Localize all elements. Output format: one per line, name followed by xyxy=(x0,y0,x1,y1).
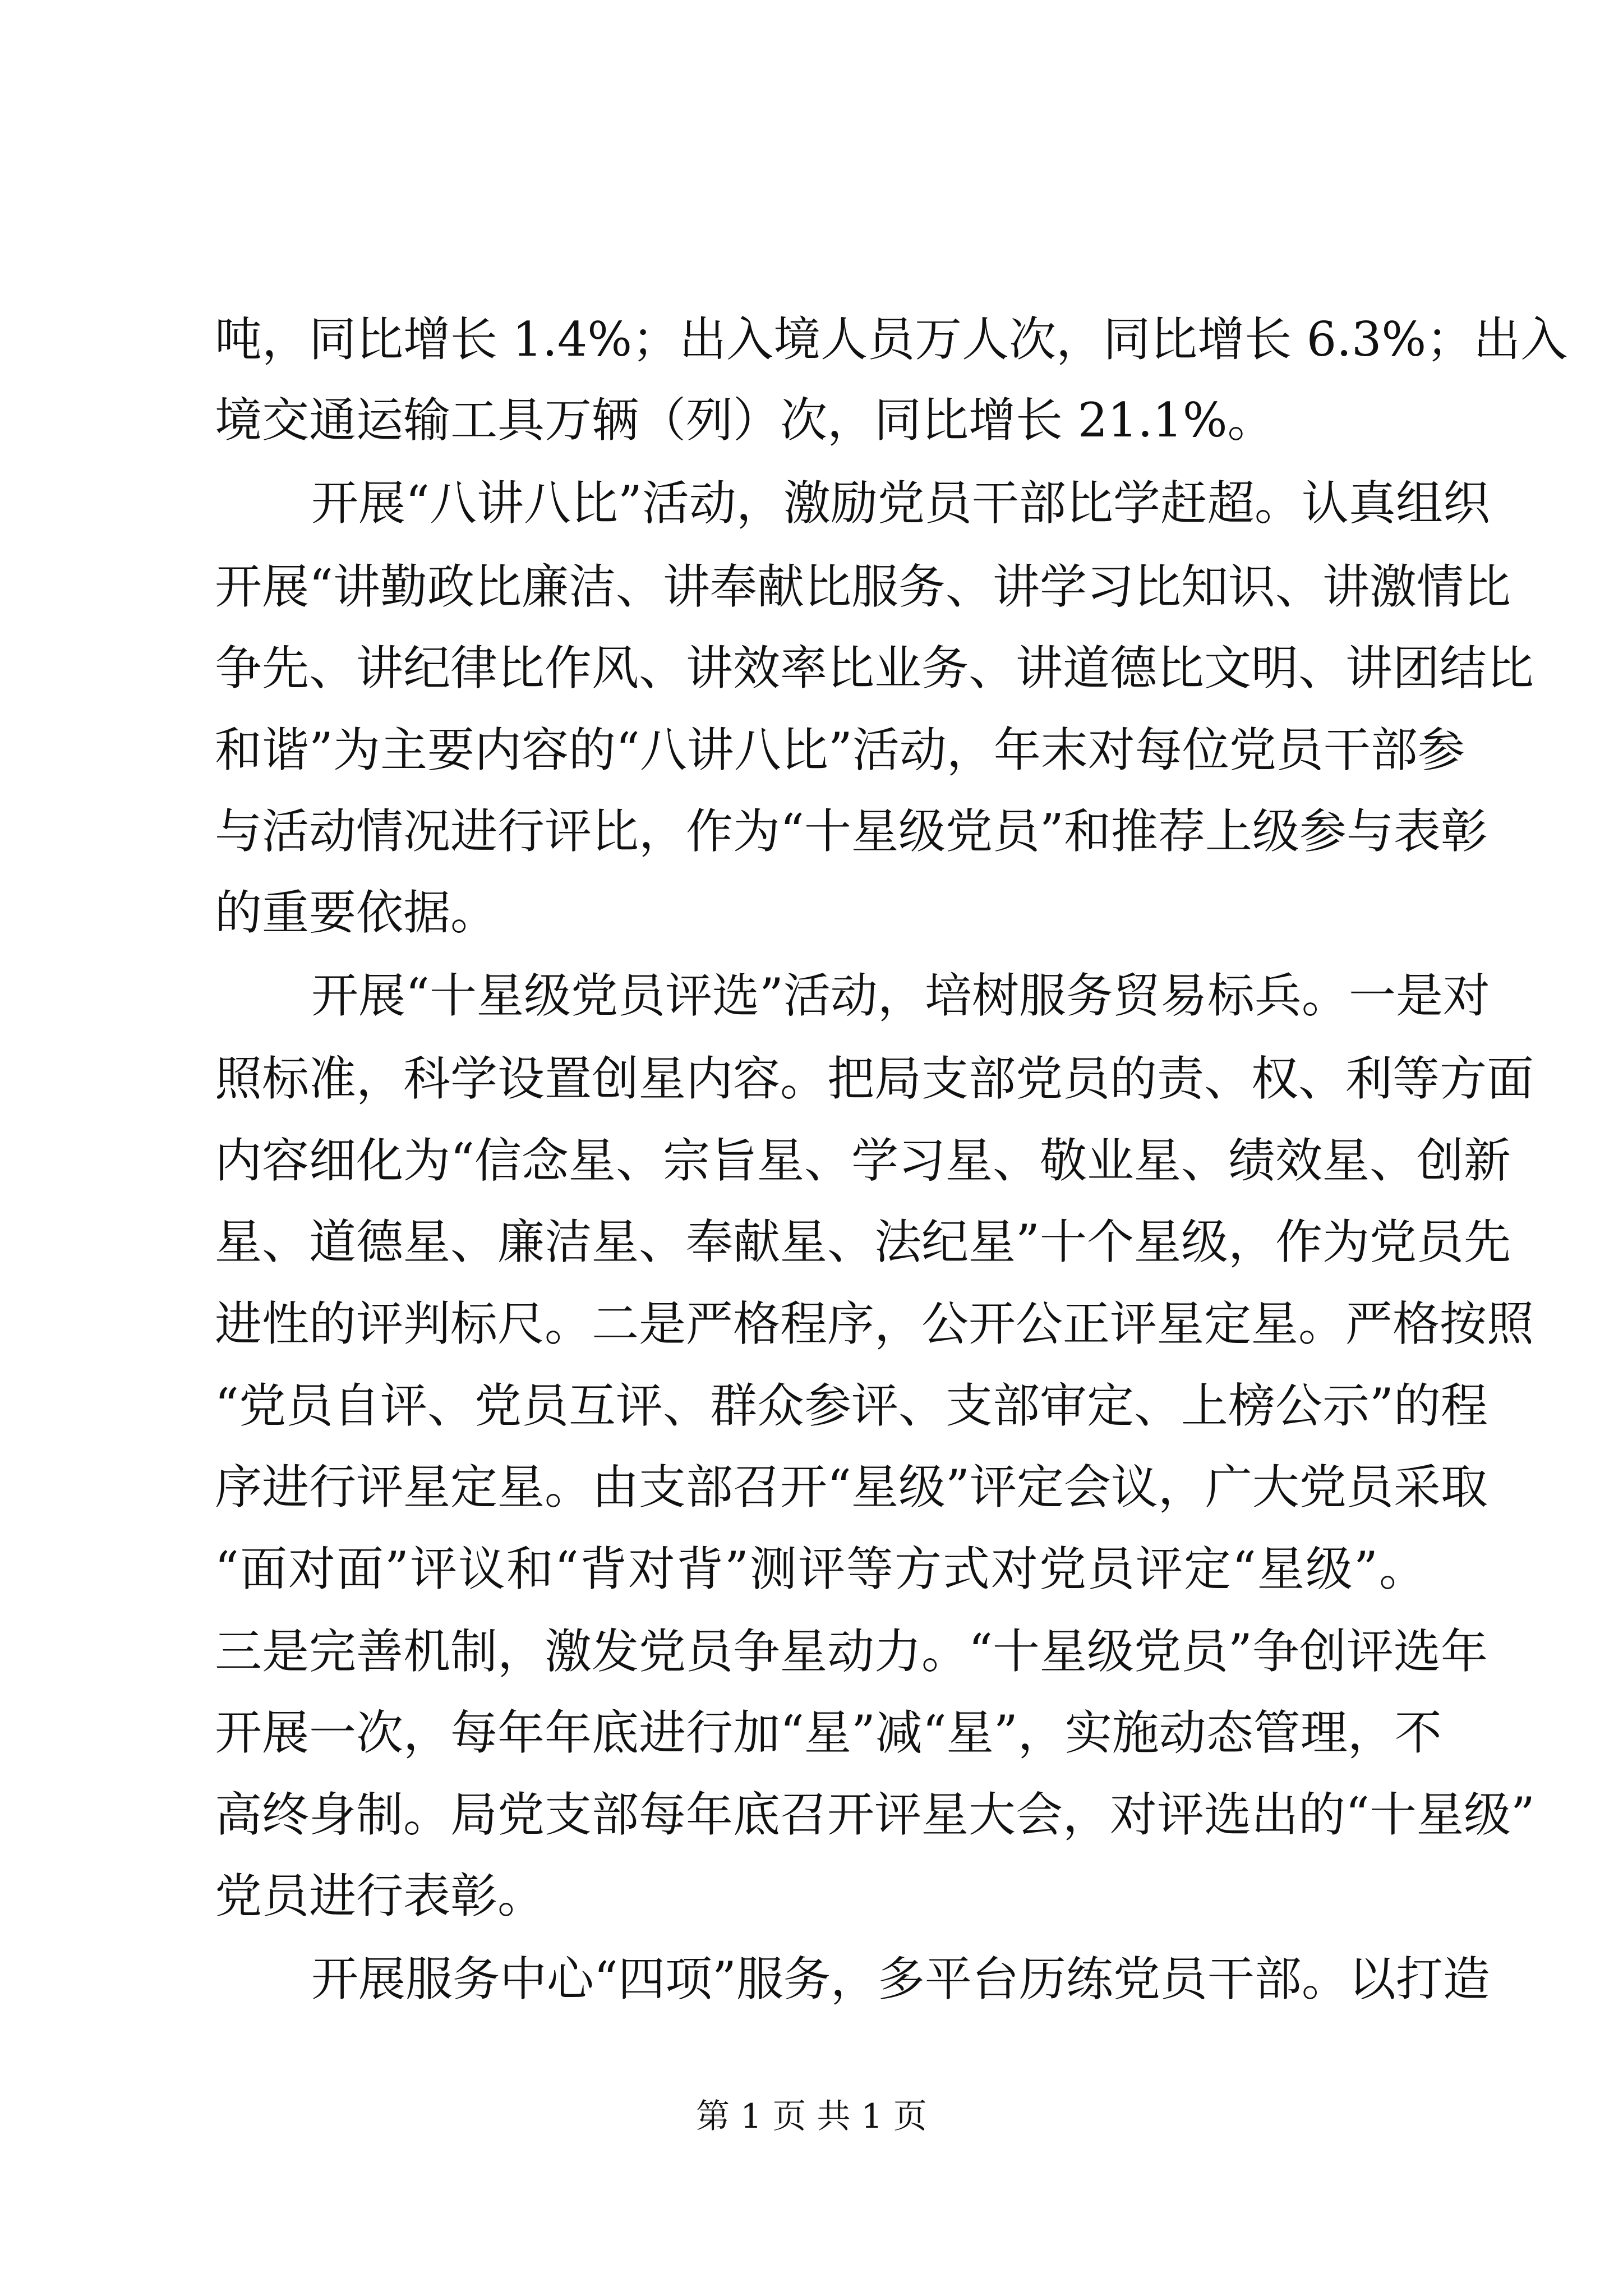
text-line: 三是完善机制，激发党员争星动力。“十星级党员”争创评选年 xyxy=(215,1624,1488,1679)
text-line: 和谐”为主要内容的“八讲八比”活动，年末对每位党员干部参 xyxy=(215,723,1465,777)
text-line: 境交通运输工具万辆（列）次，同比增长 21.1%。 xyxy=(215,393,1275,448)
text-line: “面对面”评议和“背对背”测评等方式对党员评定“星级”。 xyxy=(215,1542,1426,1596)
text-line: 照标准，科学设置创星内容。把局支部党员的责、权、利等方面 xyxy=(215,1051,1534,1106)
paragraph-first-line: 开展“八讲八比”活动，激励党员干部比学赶超。认真组织 xyxy=(311,476,1490,531)
page-number-footer: 第 1 页 共 1 页 xyxy=(696,2097,927,2136)
text-line: 吨，同比增长 1.4%；出入境人员万人次，同比增长 6.3%；出入 xyxy=(215,312,1568,367)
text-line: 党员进行表彰。 xyxy=(215,1869,545,1924)
text-line: 序进行评星定星。由支部召开“星级”评定会议，广大党员采取 xyxy=(215,1460,1488,1515)
paragraph-first-line: 开展“十星级党员评选”活动，培树服务贸易标兵。一是对 xyxy=(311,968,1490,1023)
text-line: 内容细化为“信念星、宗旨星、学习星、敬业星、绩效星、创新 xyxy=(215,1133,1511,1188)
text-line: 开展一次，每年年底进行加“星”减“星”，实施动态管理，不 xyxy=(215,1705,1442,1760)
text-line: 与活动情况进行评比，作为“十星级党员”和推荐上级参与表彰 xyxy=(215,804,1488,859)
text-line: 星、道德星、廉洁星、奉献星、法纪星”十个星级，作为党员先 xyxy=(215,1214,1511,1269)
text-line: 高终身制。局党支部每年底召开评星大会，对评选出的“十星级” xyxy=(215,1787,1535,1842)
paragraph-first-line: 开展服务中心“四项”服务，多平台历练党员干部。以打造 xyxy=(311,1952,1490,2007)
text-line: 的重要依据。 xyxy=(215,885,498,940)
text-line: 争先、讲纪律比作风、讲效率比业务、讲道德比文明、讲团结比 xyxy=(215,641,1534,696)
text-line: “党员自评、党员互评、群众参评、支部审定、上榜公示”的程 xyxy=(215,1378,1488,1433)
text-line: 进性的评判标尺。二是严格程序，公开公正评星定星。严格按照 xyxy=(215,1296,1534,1351)
text-line: 开展“讲勤政比廉洁、讲奉献比服务、讲学习比知识、讲激情比 xyxy=(215,559,1511,614)
